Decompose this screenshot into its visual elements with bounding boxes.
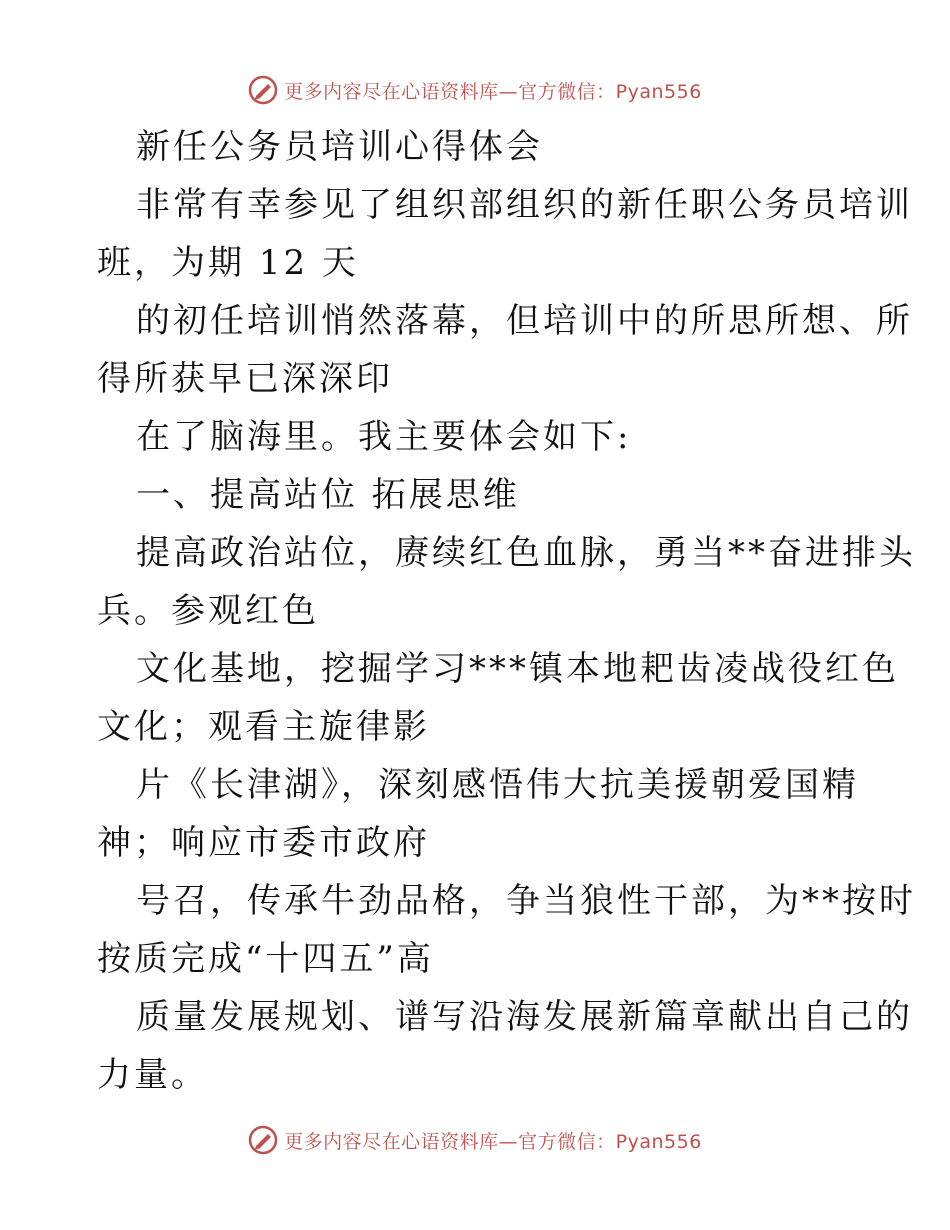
paragraph-line: 力量。 xyxy=(97,1055,208,1095)
paragraph-line: 班，为期 12 天 xyxy=(97,243,359,283)
paragraph-line: 非常有幸参见了组织部组织的新任职公务员培训 xyxy=(136,185,913,225)
paragraph-line: 的初任培训悄然落幕，但培训中的所思所想、所 xyxy=(136,301,913,341)
paragraph-line: 片《长津湖》，深刻感悟伟大抗美援朝爱国精 xyxy=(136,765,859,805)
paragraph-line: 得所获早已深深印 xyxy=(97,359,393,399)
quill-logo-icon xyxy=(248,75,278,105)
watermark-text: 更多内容尽在心语资料库—官方微信：Pyan556 xyxy=(284,1130,702,1153)
paragraph-line: 文化；观看主旋律影 xyxy=(97,707,430,747)
quill-logo-icon xyxy=(248,1125,278,1155)
paragraph-line: 按质完成“十四五”高 xyxy=(97,939,434,979)
paragraph-line: 兵。参观红色 xyxy=(97,591,319,631)
paragraph-line: 号召，传承牛劲品格，争当狼性干部，为**按时 xyxy=(136,881,916,921)
paragraph-line: 质量发展规划、谱写沿海发展新篇章献出自己的 xyxy=(136,997,913,1037)
section-heading: 一、提高站位 拓展思维 xyxy=(136,475,520,515)
paragraph-line: 在了脑海里。我主要体会如下: xyxy=(136,417,632,457)
document-title: 新任公务员培训心得体会 xyxy=(136,127,543,167)
watermark-header xyxy=(0,70,950,110)
paragraph-line: 神；响应市委市政府 xyxy=(97,823,430,863)
paragraph-line: 提高政治站位，赓续红色血脉，勇当**奋进排头 xyxy=(136,533,916,573)
watermark-footer xyxy=(0,1120,950,1160)
watermark-text: 更多内容尽在心语资料库—官方微信：Pyan556 xyxy=(284,80,702,103)
paragraph-line: 文化基地，挖掘学习***镇本地耙齿凌战役红色 xyxy=(136,649,899,689)
